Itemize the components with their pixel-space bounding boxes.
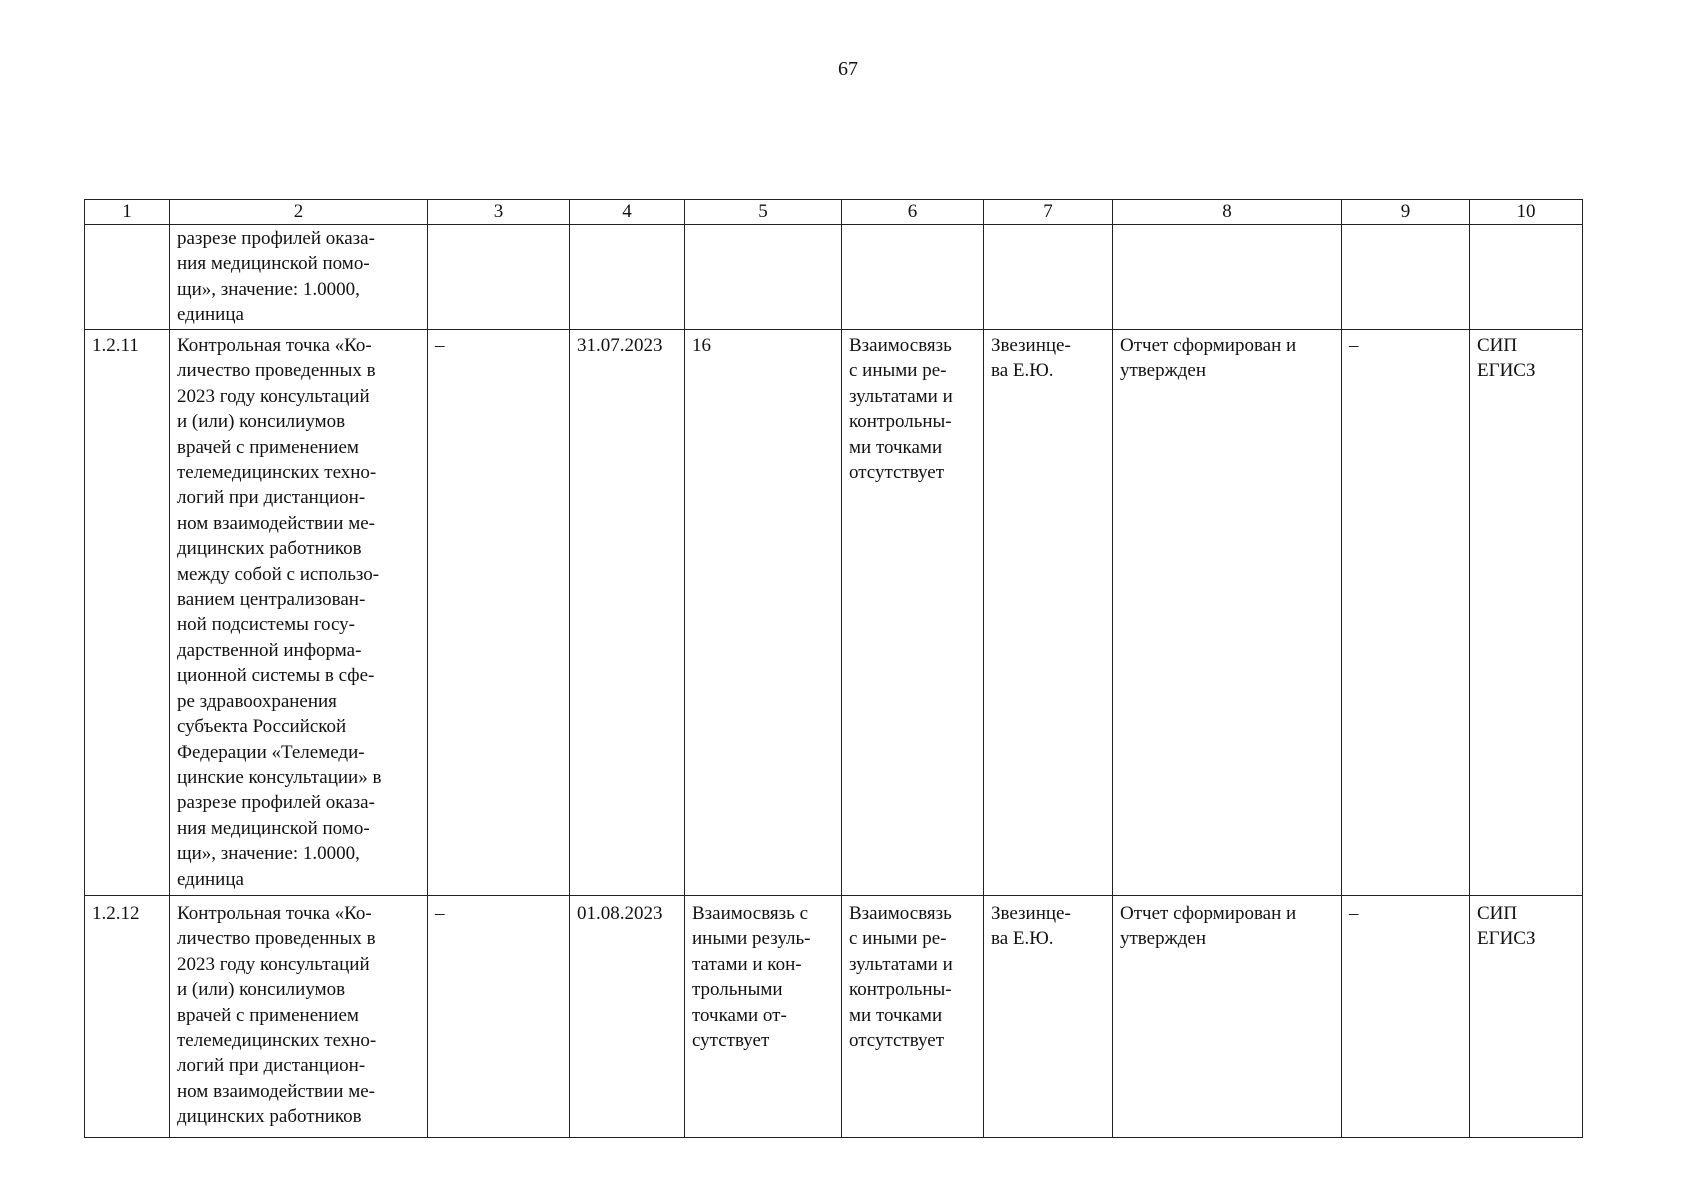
page-number: 67 [838, 58, 858, 80]
cell-text-line: щи», значение: 1.0000, [177, 278, 360, 300]
cell-text-line: контрольны- [849, 411, 952, 433]
cell-text-line: ционной системы в сфе- [177, 665, 375, 687]
result-cell [1113, 896, 1342, 1138]
table-row [85, 330, 1583, 896]
system-cell [1470, 225, 1583, 330]
cell-text-line: Контрольная точка «Ко- [177, 335, 372, 356]
cell-text-line: – [1349, 903, 1359, 924]
cell-text-line: утвержден [1120, 360, 1206, 382]
column-number-row [85, 200, 1583, 225]
column-header: 9 [1342, 200, 1470, 225]
description-cell [170, 896, 428, 1138]
relation-cell [842, 330, 984, 896]
cell-text-line: 2023 году консультаций [177, 385, 370, 407]
cell-text-line: дицинских работников [177, 1106, 362, 1128]
column-header: 3 [428, 200, 570, 225]
cell-text-line: Звезинце- [991, 903, 1071, 924]
cell-text-line: трольными [692, 979, 783, 1001]
cell-text-line: ЕГИСЗ [1477, 928, 1536, 950]
cell-text-line: дицинских работников [177, 538, 362, 560]
cell-text-line: ном взаимодействии ме- [177, 512, 375, 534]
cell-text-line: ЕГИСЗ [1477, 360, 1536, 382]
cell-text-line: 01.08.2023 [577, 903, 663, 924]
cell-text-line: Отчет сформирован и [1120, 903, 1297, 924]
cell-text-line: Федерации «Телемеди- [177, 741, 365, 763]
column-header: 1 [85, 200, 170, 225]
cell-text-line: контрольны- [849, 979, 952, 1001]
cell-text-line: татами и кон- [692, 953, 802, 975]
cell-text-line: ре здравоохранения [177, 690, 337, 712]
relation-cell [842, 225, 984, 330]
cell-text-line: логий при дистанцион- [177, 487, 366, 509]
column-header: 8 [1113, 200, 1342, 225]
cell-text-line: и (или) консилиумов [177, 411, 346, 433]
cell-text-line: дарственной информа- [177, 639, 362, 661]
cell-text-line: Взаимосвязь [849, 903, 952, 924]
cell-text-line: СИП [1477, 335, 1518, 356]
cell-text-line: логий при дистанцион- [177, 1055, 366, 1077]
table-cell [685, 225, 842, 330]
responsible-cell [984, 330, 1113, 896]
cell-text-line: телемедицинских техно- [177, 1030, 377, 1052]
cell-text-line: личество проведенных в [177, 928, 376, 950]
cell-text-line: ном взаимодействии ме- [177, 1080, 375, 1102]
cell-text-line: ния медицинской помо- [177, 253, 370, 275]
cell-text-line: СИП [1477, 903, 1518, 924]
cell-text-line: между собой с использо- [177, 563, 380, 585]
responsible-cell [984, 896, 1113, 1138]
cell-text-line: 16 [692, 335, 711, 356]
result-cell [1113, 330, 1342, 896]
item-number-cell [85, 896, 170, 1138]
cell-text-line: щи», значение: 1.0000, [177, 843, 360, 865]
cell-text-line: отсутствует [849, 462, 945, 484]
cell-text-line: ванием централизован- [177, 589, 366, 611]
cell-text-line: зультатами и [849, 953, 953, 975]
cell-text-line: 31.07.2023 [577, 335, 663, 356]
cell-text-line: цинские консультации» в [177, 766, 382, 788]
cell-text-line: Контрольная точка «Ко- [177, 903, 372, 924]
cell-text-line: разрезе профилей оказа- [177, 792, 375, 814]
cell-text-line: Звезинце- [991, 335, 1071, 356]
cell-text-line: единица [177, 868, 244, 890]
table-cell [1342, 330, 1470, 896]
cell-text-line: Взаимосвязь [849, 335, 952, 356]
column-header: 7 [984, 200, 1113, 225]
plan-table [84, 199, 1583, 1138]
cell-text-line: утвержден [1120, 928, 1206, 950]
cell-text-line: 1.2.12 [92, 903, 140, 924]
cell-text-line: субъекта Российской [177, 716, 347, 738]
item-number-cell [85, 330, 170, 896]
cell-text-line: ва Е.Ю. [991, 360, 1054, 382]
result-cell [1113, 225, 1342, 330]
description-cell [170, 225, 428, 330]
cell-text-line: Взаимосвязь с [692, 903, 809, 924]
system-cell [1470, 896, 1583, 1138]
cell-text-line: отсутствует [849, 1030, 945, 1052]
cell-text-line: ной подсистемы госу- [177, 614, 355, 636]
description-cell [170, 330, 428, 896]
cell-text-line: Отчет сформирован и [1120, 335, 1297, 356]
table-cell [1342, 225, 1470, 330]
column-header: 2 [170, 200, 428, 225]
cell-text-line: с иными ре- [849, 360, 947, 382]
table-cell [685, 330, 842, 896]
cell-text-line: врачей с применением [177, 1004, 359, 1026]
item-number-cell [85, 225, 170, 330]
column-header: 10 [1470, 200, 1583, 225]
table-cell [428, 225, 570, 330]
cell-text-line: врачей с применением [177, 436, 359, 458]
date-cell [570, 896, 685, 1138]
cell-text-line: точками от- [692, 1004, 787, 1026]
cell-text-line: телемедицинских техно- [177, 462, 377, 484]
cell-text-line: иными резуль- [692, 928, 811, 950]
column-header: 5 [685, 200, 842, 225]
cell-text-line: – [435, 903, 445, 924]
table-cell [685, 896, 842, 1138]
cell-text-line: с иными ре- [849, 928, 947, 950]
cell-text-line: разрезе профилей оказа- [177, 228, 375, 249]
cell-text-line: – [435, 335, 445, 356]
column-header: 4 [570, 200, 685, 225]
date-cell [570, 225, 685, 330]
cell-text-line: 1.2.11 [92, 335, 139, 356]
cell-text-line: ми точками [849, 1004, 943, 1026]
table-row [85, 896, 1583, 1138]
cell-text-line: ва Е.Ю. [991, 928, 1054, 950]
cell-text-line: единица [177, 304, 244, 326]
date-cell [570, 330, 685, 896]
column-header: 6 [842, 200, 984, 225]
table-cell [1342, 896, 1470, 1138]
cell-text-line: личество проведенных в [177, 360, 376, 382]
cell-text-line: зультатами и [849, 385, 953, 407]
system-cell [1470, 330, 1583, 896]
table-cell [428, 330, 570, 896]
cell-text-line: ния медицинской помо- [177, 817, 370, 839]
table-cell [428, 896, 570, 1138]
cell-text-line: ми точками [849, 436, 943, 458]
cell-text-line: – [1349, 335, 1359, 356]
relation-cell [842, 896, 984, 1138]
cell-text-line: сутствует [692, 1030, 770, 1052]
responsible-cell [984, 225, 1113, 330]
cell-text-line: и (или) консилиумов [177, 979, 346, 1001]
table-row [85, 225, 1583, 330]
cell-text-line: 2023 году консультаций [177, 953, 370, 975]
